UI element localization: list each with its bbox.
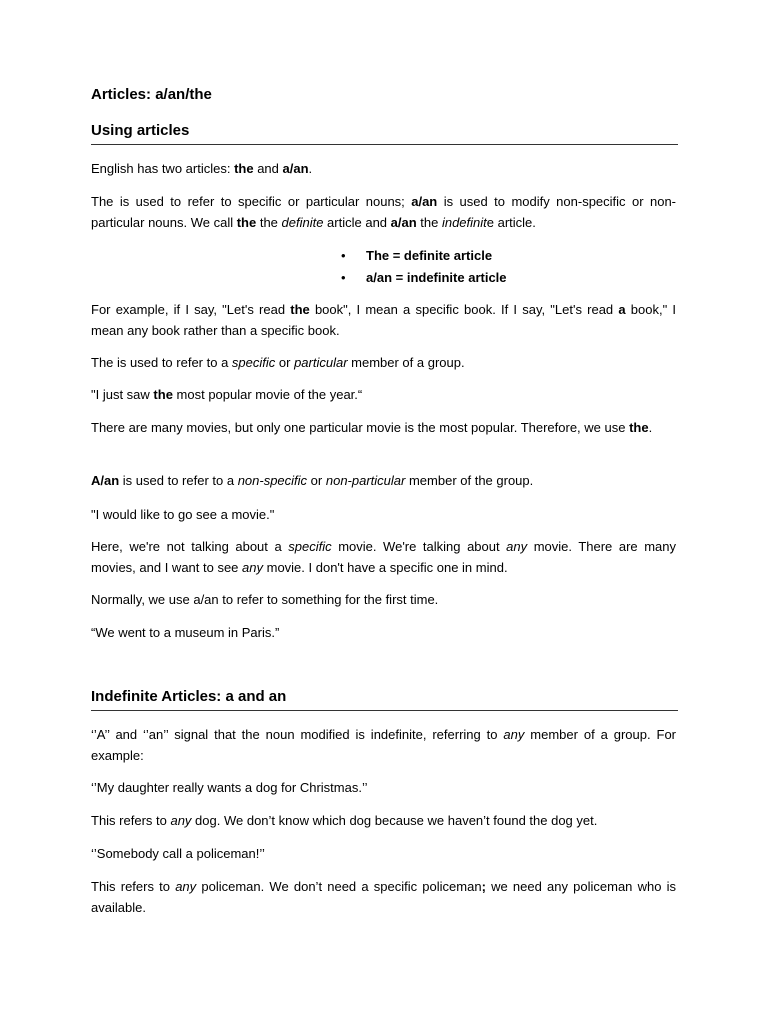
paragraph: A/an is used to refer to a non-specific or non-particular member of the group. (91, 473, 534, 488)
paragraph: This refers to any dog. We don’t know which dog because we haven’t found the dog yet. (91, 813, 598, 828)
bullet-icon: • (341, 270, 346, 285)
bullet-icon: • (341, 248, 346, 263)
paragraph: "I would like to go see a movie." (91, 507, 275, 522)
paragraph: ‘’My daughter really wants a dog for Christmas.’’ (91, 780, 368, 795)
paragraph: “We went to a museum in Paris.” (91, 625, 280, 640)
paragraph: The is used to refer to a specific or particular member of a group. (91, 355, 465, 370)
list-item: • a/an = indefinite article (341, 267, 507, 289)
paragraph: English has two articles: the and a/an. (91, 161, 313, 176)
paragraph: This refers to any policeman. We don’t need a specific policeman; we need any policeman who is available. (91, 879, 677, 915)
paragraph: Normally, we use a/an to refer to something for the first time. (91, 592, 439, 607)
paragraph: There are many movies, but only one particular movie is the most popular. Therefore, we use the. (91, 420, 653, 435)
section-heading-indefinite-articles: Indefinite Articles: a and an (91, 688, 678, 711)
bullet-list (341, 245, 507, 289)
section-heading-using-articles: Using articles (91, 122, 678, 145)
paragraph: The is used to refer to specific or particular nouns; a/an is used to modify non-specific or non- particular nouns. We call the the definite article and a/an the indefinite article. (91, 194, 677, 230)
paragraph: "I just saw the most popular movie of the year.“ (91, 387, 363, 402)
paragraph: For example, if I say, "Let's read the book", I mean a specific book. If I say, "Let's read a book," I mean any book rather than a specific book. (91, 302, 676, 338)
document-title: Articles: a/an/the (91, 86, 212, 103)
paragraph: ‘’A’’ and ‘’an’’ signal that the noun modified is indefinite, referring to any member of a group. For example: (91, 727, 677, 763)
paragraph: Here, we're not talking about a specific movie. We're talking about any movie. There are many movies, and I want to see any movie. I don't have a specific one in mind. (91, 539, 677, 575)
paragraph: ‘’Somebody call a policeman!’’ (91, 846, 265, 861)
list-item: • The = definite article (341, 245, 507, 267)
